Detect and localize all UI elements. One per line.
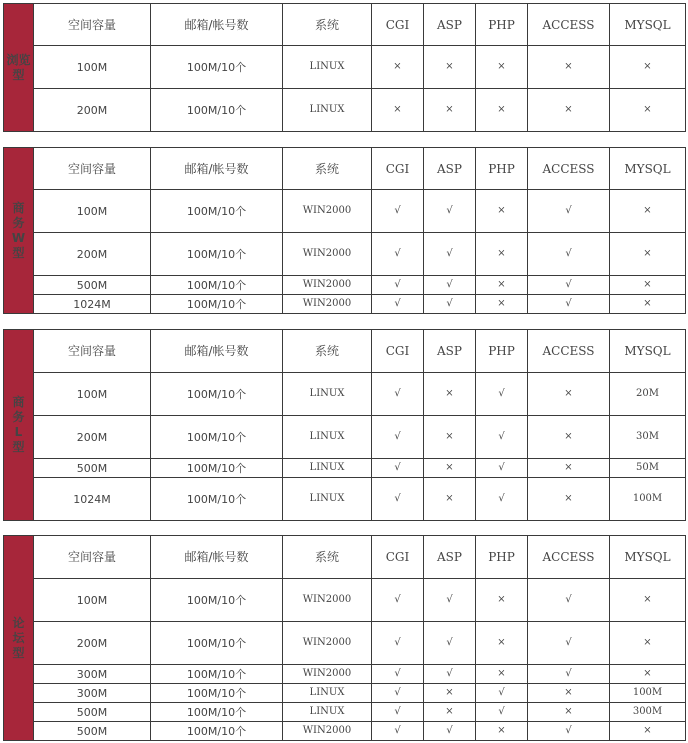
cell-access: √ xyxy=(528,722,610,741)
cell-mail: 100M/10个 xyxy=(151,373,283,416)
cell-cgi: √ xyxy=(372,416,424,459)
cell-access: × xyxy=(528,478,610,521)
cell-os: LINUX xyxy=(283,459,372,478)
plan-block-2 xyxy=(3,329,685,520)
cell-mail: 100M/10个 xyxy=(151,665,283,684)
plan-type-label xyxy=(4,330,34,521)
cell-os: WIN2000 xyxy=(283,295,372,314)
column-header: PHP xyxy=(476,330,528,373)
cell-cgi: √ xyxy=(372,722,424,741)
column-header: ACCESS xyxy=(528,148,610,190)
cell-os: WIN2000 xyxy=(283,276,372,295)
cell-os: WIN2000 xyxy=(283,722,372,741)
cell-asp: √ xyxy=(424,276,476,295)
cell-mysql: 30M xyxy=(610,416,686,459)
cell-cgi: √ xyxy=(372,478,424,521)
cell-access: × xyxy=(528,416,610,459)
column-header: 系统 xyxy=(283,536,372,579)
plan-block-3 xyxy=(3,535,685,740)
cell-mysql: 20M xyxy=(610,373,686,416)
cell-mail: 100M/10个 xyxy=(151,233,283,276)
cell-asp: √ xyxy=(424,190,476,233)
cell-space: 1024M xyxy=(34,478,151,521)
column-header: CGI xyxy=(372,148,424,190)
cell-mail: 100M/10个 xyxy=(151,478,283,521)
plan-type-label-char: 浏览 xyxy=(6,52,31,67)
plan-type-label-char: 论 xyxy=(12,615,25,630)
cell-access: √ xyxy=(528,579,610,622)
cell-cgi: √ xyxy=(372,684,424,703)
cell-mail: 100M/10个 xyxy=(151,622,283,665)
plan-table xyxy=(3,3,686,132)
cell-asp: × xyxy=(424,459,476,478)
cell-php: × xyxy=(476,295,528,314)
column-header: ASP xyxy=(424,536,476,579)
column-header: 空间容量 xyxy=(34,536,151,579)
cell-php: × xyxy=(476,89,528,132)
cell-access: √ xyxy=(528,665,610,684)
cell-mysql: × xyxy=(610,722,686,741)
header-row xyxy=(4,148,686,190)
cell-mysql: × xyxy=(610,190,686,233)
cell-mysql: × xyxy=(610,46,686,89)
header-row xyxy=(4,4,686,46)
cell-access: √ xyxy=(528,622,610,665)
cell-php: √ xyxy=(476,703,528,722)
cell-asp: √ xyxy=(424,579,476,622)
cell-space: 100M xyxy=(34,46,151,89)
cell-space: 1024M xyxy=(34,295,151,314)
table-row xyxy=(4,295,686,314)
cell-access: × xyxy=(528,459,610,478)
cell-space: 200M xyxy=(34,89,151,132)
cell-mail: 100M/10个 xyxy=(151,295,283,314)
cell-php: × xyxy=(476,722,528,741)
cell-mysql: 100M xyxy=(610,478,686,521)
table-row xyxy=(4,46,686,89)
table-row xyxy=(4,665,686,684)
cell-space: 100M xyxy=(34,190,151,233)
plan-table xyxy=(3,535,686,741)
cell-php: × xyxy=(476,46,528,89)
column-header: CGI xyxy=(372,536,424,579)
cell-cgi: √ xyxy=(372,665,424,684)
cell-os: WIN2000 xyxy=(283,190,372,233)
cell-space: 100M xyxy=(34,579,151,622)
plan-block-1 xyxy=(3,147,685,313)
plan-table xyxy=(3,147,686,314)
cell-os: WIN2000 xyxy=(283,579,372,622)
cell-mail: 100M/10个 xyxy=(151,46,283,89)
cell-php: × xyxy=(476,276,528,295)
cell-cgi: √ xyxy=(372,459,424,478)
cell-mail: 100M/10个 xyxy=(151,703,283,722)
cell-mysql: 50M xyxy=(610,459,686,478)
cell-php: √ xyxy=(476,459,528,478)
plan-type-label-char: 坛 xyxy=(12,630,25,645)
cell-php: × xyxy=(476,622,528,665)
cell-asp: √ xyxy=(424,722,476,741)
cell-access: × xyxy=(528,373,610,416)
table-row xyxy=(4,416,686,459)
cell-mail: 100M/10个 xyxy=(151,89,283,132)
cell-cgi: √ xyxy=(372,579,424,622)
cell-access: √ xyxy=(528,276,610,295)
column-header: 邮箱/帐号数 xyxy=(151,4,283,46)
cell-asp: × xyxy=(424,684,476,703)
column-header: 邮箱/帐号数 xyxy=(151,536,283,579)
column-header: ASP xyxy=(424,148,476,190)
cell-php: × xyxy=(476,665,528,684)
cell-mysql: 300M xyxy=(610,703,686,722)
plan-type-label-char: 型 xyxy=(12,645,25,660)
cell-access: √ xyxy=(528,295,610,314)
table-row xyxy=(4,373,686,416)
plan-type-label-char: L xyxy=(14,425,23,439)
cell-cgi: √ xyxy=(372,276,424,295)
plan-type-label-char: 型 xyxy=(12,245,25,260)
cell-cgi: √ xyxy=(372,190,424,233)
cell-os: LINUX xyxy=(283,373,372,416)
table-row xyxy=(4,276,686,295)
column-header: ASP xyxy=(424,4,476,46)
plan-type-label-char: 务 xyxy=(12,410,25,424)
plan-block-0 xyxy=(3,3,685,131)
cell-os: LINUX xyxy=(283,703,372,722)
column-header: 空间容量 xyxy=(34,4,151,46)
cell-cgi: × xyxy=(372,89,424,132)
cell-mail: 100M/10个 xyxy=(151,684,283,703)
cell-php: √ xyxy=(476,416,528,459)
cell-mysql: × xyxy=(610,89,686,132)
column-header: CGI xyxy=(372,4,424,46)
plan-table xyxy=(3,329,686,521)
column-header: PHP xyxy=(476,148,528,190)
cell-mail: 100M/10个 xyxy=(151,459,283,478)
table-row xyxy=(4,478,686,521)
cell-access: × xyxy=(528,703,610,722)
cell-php: √ xyxy=(476,684,528,703)
plan-type-label-char: 型 xyxy=(12,67,25,82)
cell-os: WIN2000 xyxy=(283,622,372,665)
cell-php: √ xyxy=(476,373,528,416)
table-row xyxy=(4,703,686,722)
plan-type-label-char: 型 xyxy=(12,440,25,454)
cell-asp: √ xyxy=(424,233,476,276)
cell-mysql: × xyxy=(610,276,686,295)
table-row xyxy=(4,684,686,703)
cell-cgi: √ xyxy=(372,703,424,722)
cell-mysql: 100M xyxy=(610,684,686,703)
plan-type-label-char: 务 xyxy=(12,215,25,230)
cell-cgi: √ xyxy=(372,373,424,416)
cell-asp: × xyxy=(424,89,476,132)
cell-os: LINUX xyxy=(283,478,372,521)
cell-mysql: × xyxy=(610,622,686,665)
cell-os: LINUX xyxy=(283,89,372,132)
cell-asp: √ xyxy=(424,622,476,665)
cell-os: WIN2000 xyxy=(283,665,372,684)
cell-cgi: √ xyxy=(372,622,424,665)
cell-space: 300M xyxy=(34,684,151,703)
cell-php: × xyxy=(476,579,528,622)
cell-mysql: × xyxy=(610,579,686,622)
cell-mail: 100M/10个 xyxy=(151,579,283,622)
cell-mysql: × xyxy=(610,233,686,276)
column-header: ACCESS xyxy=(528,4,610,46)
column-header: 系统 xyxy=(283,4,372,46)
plan-type-label xyxy=(4,4,34,132)
column-header: ACCESS xyxy=(528,330,610,373)
cell-mail: 100M/10个 xyxy=(151,416,283,459)
cell-space: 200M xyxy=(34,416,151,459)
plan-type-label xyxy=(4,148,34,314)
table-row xyxy=(4,722,686,741)
cell-space: 500M xyxy=(34,276,151,295)
plan-type-label-char: 商 xyxy=(12,395,25,409)
column-header: MYSQL xyxy=(610,148,686,190)
table-row xyxy=(4,579,686,622)
cell-asp: × xyxy=(424,478,476,521)
column-header: 邮箱/帐号数 xyxy=(151,148,283,190)
cell-asp: √ xyxy=(424,295,476,314)
cell-access: × xyxy=(528,89,610,132)
cell-space: 300M xyxy=(34,665,151,684)
cell-mail: 100M/10个 xyxy=(151,190,283,233)
cell-space: 500M xyxy=(34,722,151,741)
table-row xyxy=(4,89,686,132)
cell-mail: 100M/10个 xyxy=(151,276,283,295)
cell-space: 200M xyxy=(34,233,151,276)
cell-access: √ xyxy=(528,233,610,276)
cell-mysql: × xyxy=(610,665,686,684)
column-header: CGI xyxy=(372,330,424,373)
cell-space: 100M xyxy=(34,373,151,416)
cell-space: 500M xyxy=(34,703,151,722)
column-header: ASP xyxy=(424,330,476,373)
plan-type-label xyxy=(4,536,34,741)
cell-space: 200M xyxy=(34,622,151,665)
cell-mysql: × xyxy=(610,295,686,314)
cell-asp: × xyxy=(424,373,476,416)
column-header: 邮箱/帐号数 xyxy=(151,330,283,373)
cell-cgi: √ xyxy=(372,295,424,314)
cell-access: √ xyxy=(528,190,610,233)
cell-access: × xyxy=(528,46,610,89)
column-header: 空间容量 xyxy=(34,330,151,373)
cell-asp: √ xyxy=(424,665,476,684)
cell-os: WIN2000 xyxy=(283,233,372,276)
header-row xyxy=(4,536,686,579)
cell-php: √ xyxy=(476,478,528,521)
plan-type-label-char: W xyxy=(11,230,26,245)
cell-os: LINUX xyxy=(283,416,372,459)
cell-asp: × xyxy=(424,46,476,89)
table-row xyxy=(4,233,686,276)
column-header: 空间容量 xyxy=(34,148,151,190)
cell-php: × xyxy=(476,233,528,276)
cell-os: LINUX xyxy=(283,46,372,89)
column-header: 系统 xyxy=(283,330,372,373)
column-header: PHP xyxy=(476,536,528,579)
cell-os: LINUX xyxy=(283,684,372,703)
column-header: MYSQL xyxy=(610,4,686,46)
cell-mail: 100M/10个 xyxy=(151,722,283,741)
table-row xyxy=(4,622,686,665)
header-row xyxy=(4,330,686,373)
cell-asp: × xyxy=(424,703,476,722)
cell-asp: × xyxy=(424,416,476,459)
table-row xyxy=(4,190,686,233)
cell-space: 500M xyxy=(34,459,151,478)
column-header: PHP xyxy=(476,4,528,46)
cell-cgi: √ xyxy=(372,233,424,276)
column-header: ACCESS xyxy=(528,536,610,579)
column-header: 系统 xyxy=(283,148,372,190)
plan-type-label-char: 商 xyxy=(12,200,25,215)
column-header: MYSQL xyxy=(610,536,686,579)
column-header: MYSQL xyxy=(610,330,686,373)
table-row xyxy=(4,459,686,478)
cell-php: × xyxy=(476,190,528,233)
cell-cgi: × xyxy=(372,46,424,89)
cell-access: × xyxy=(528,684,610,703)
